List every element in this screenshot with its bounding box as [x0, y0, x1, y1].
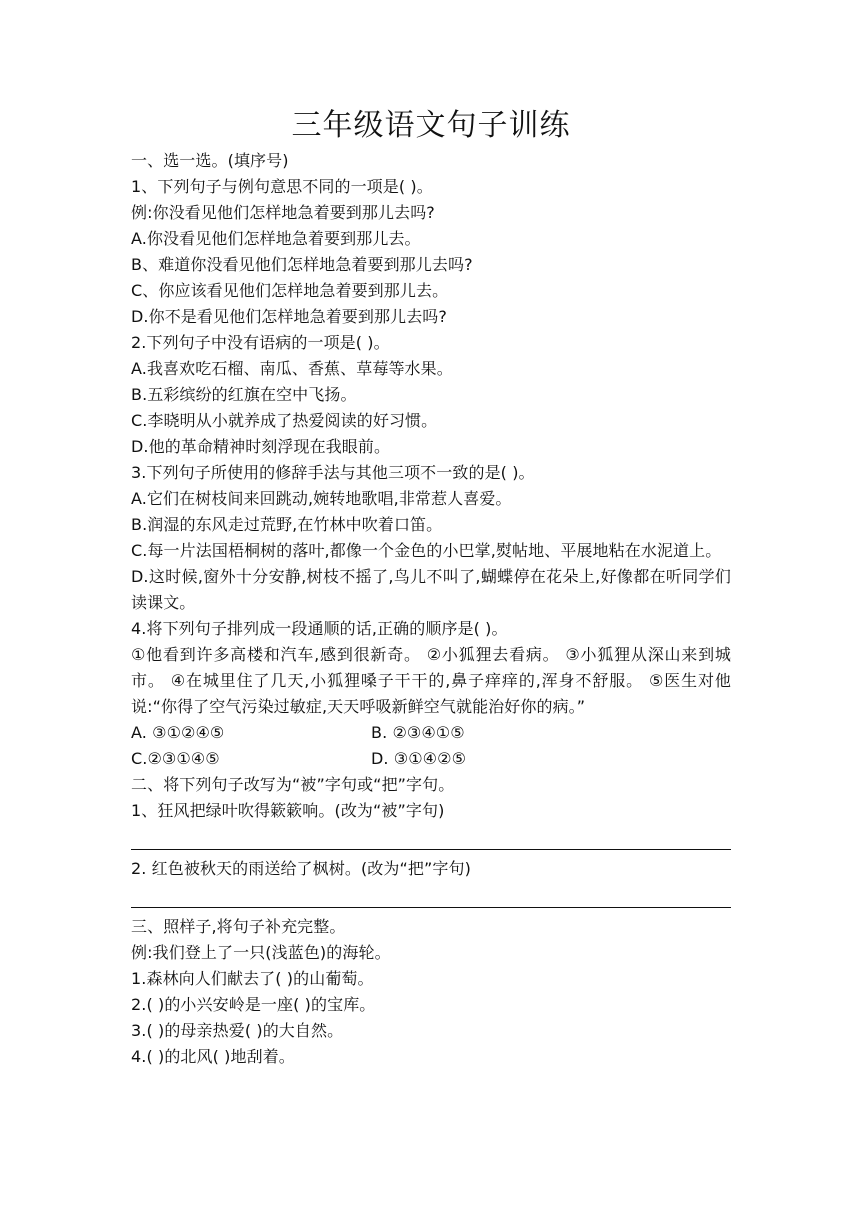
s2-q1-answer-line[interactable] [131, 824, 731, 850]
q1-stem: 1、下列句子与例句意思不同的一项是( )。 [131, 177, 433, 196]
q2-option-a: A.我喜欢吃石榴、南瓜、香蕉、草莓等水果。 [131, 359, 453, 378]
s3-item-1: 1.森林向人们献去了( )的山葡萄。 [131, 969, 374, 988]
q3-stem: 3.下列句子所使用的修辞手法与其他三项不一致的是( )。 [131, 463, 535, 482]
q2-stem: 2.下列句子中没有语病的一项是( )。 [131, 333, 390, 352]
q3-option-a: A.它们在树枝间来回跳动,婉转地歌唱,非常惹人喜爱。 [131, 489, 512, 508]
s3-item-2: 2.( )的小兴安岭是一座( )的宝库。 [131, 995, 376, 1014]
page-title: 三年级语文句子训练 [291, 108, 571, 143]
s2-q2: 2. 红色被秋天的雨送给了枫树。(改为“把”字句) [131, 859, 471, 878]
q4-passage: ①他看到许多高楼和汽车,感到很新奇。 ②小狐狸去看病。 ③小狐狸从深山来到城市。 ④在城里住了几天,小狐狸嗓子干干的,鼻子痒痒的,浑身不舒服。 ⑤医生对他说:“你得了空气污染过敏症,天天呼吸新鲜空气就能治好你的病。” [131, 645, 731, 716]
q3-option-b: B.润湿的东风走过荒野,在竹林中吹着口笛。 [131, 515, 443, 534]
q4-option-b: B. ②③④①⑤ [371, 723, 465, 742]
section-2-heading: 二、将下列句子改写为“被”字句或“把”字句。 [131, 775, 455, 794]
q4-options-row-2 [131, 746, 731, 772]
q1-example: 例:你没看见他们怎样地急着要到那儿去吗? [131, 203, 435, 222]
s2-q1: 1、狂风把绿叶吹得簌簌响。(改为“被”字句) [131, 801, 445, 820]
s3-item-3: 3.( )的母亲热爱( )的大自然。 [131, 1021, 344, 1040]
q2-option-d: D.他的革命精神时刻浮现在我眼前。 [131, 437, 391, 456]
q4-option-a: A. ③①②④⑤ [131, 723, 225, 742]
worksheet-page [131, 104, 731, 1070]
s2-q2-answer-line[interactable] [131, 882, 731, 908]
section-1-heading: 一、选一选。(填序号) [131, 151, 289, 170]
s3-item-4: 4.( )的北风( )地刮着。 [131, 1047, 295, 1066]
q1-option-b: B、难道你没看见他们怎样地急着要到那儿去吗? [131, 255, 473, 274]
q3-option-c: C.每一片法国梧桐树的落叶,都像一个金色的小巴掌,熨帖地、平展地粘在水泥道上。 [131, 541, 722, 560]
q4-stem: 4.将下列句子排列成一段通顺的话,正确的顺序是( )。 [131, 619, 508, 638]
s3-example: 例:我们登上了一只(浅蓝色)的海轮。 [131, 943, 391, 962]
section-3-heading: 三、照样子,将句子补充完整。 [131, 917, 346, 936]
q4-option-d: D. ③①④②⑤ [371, 749, 467, 768]
q3-option-d: D.这时候,窗外十分安静,树枝不摇了,鸟儿不叫了,蝴蝶停在花朵上,好像都在听同学们读课文。 [131, 567, 731, 612]
q2-option-b: B.五彩缤纷的红旗在空中飞扬。 [131, 385, 357, 404]
q1-option-d: D.你不是看见他们怎样地急着要到那儿去吗? [131, 307, 447, 326]
q4-options-row-1 [131, 720, 731, 746]
q1-option-c: C、你应该看见他们怎样地急着要到那儿去。 [131, 281, 449, 300]
q4-option-c: C.②③①④⑤ [131, 749, 220, 768]
q2-option-c: C.李晓明从小就养成了热爱阅读的好习惯。 [131, 411, 438, 430]
q1-option-a: A.你没看见他们怎样地急着要到那儿去。 [131, 229, 421, 248]
